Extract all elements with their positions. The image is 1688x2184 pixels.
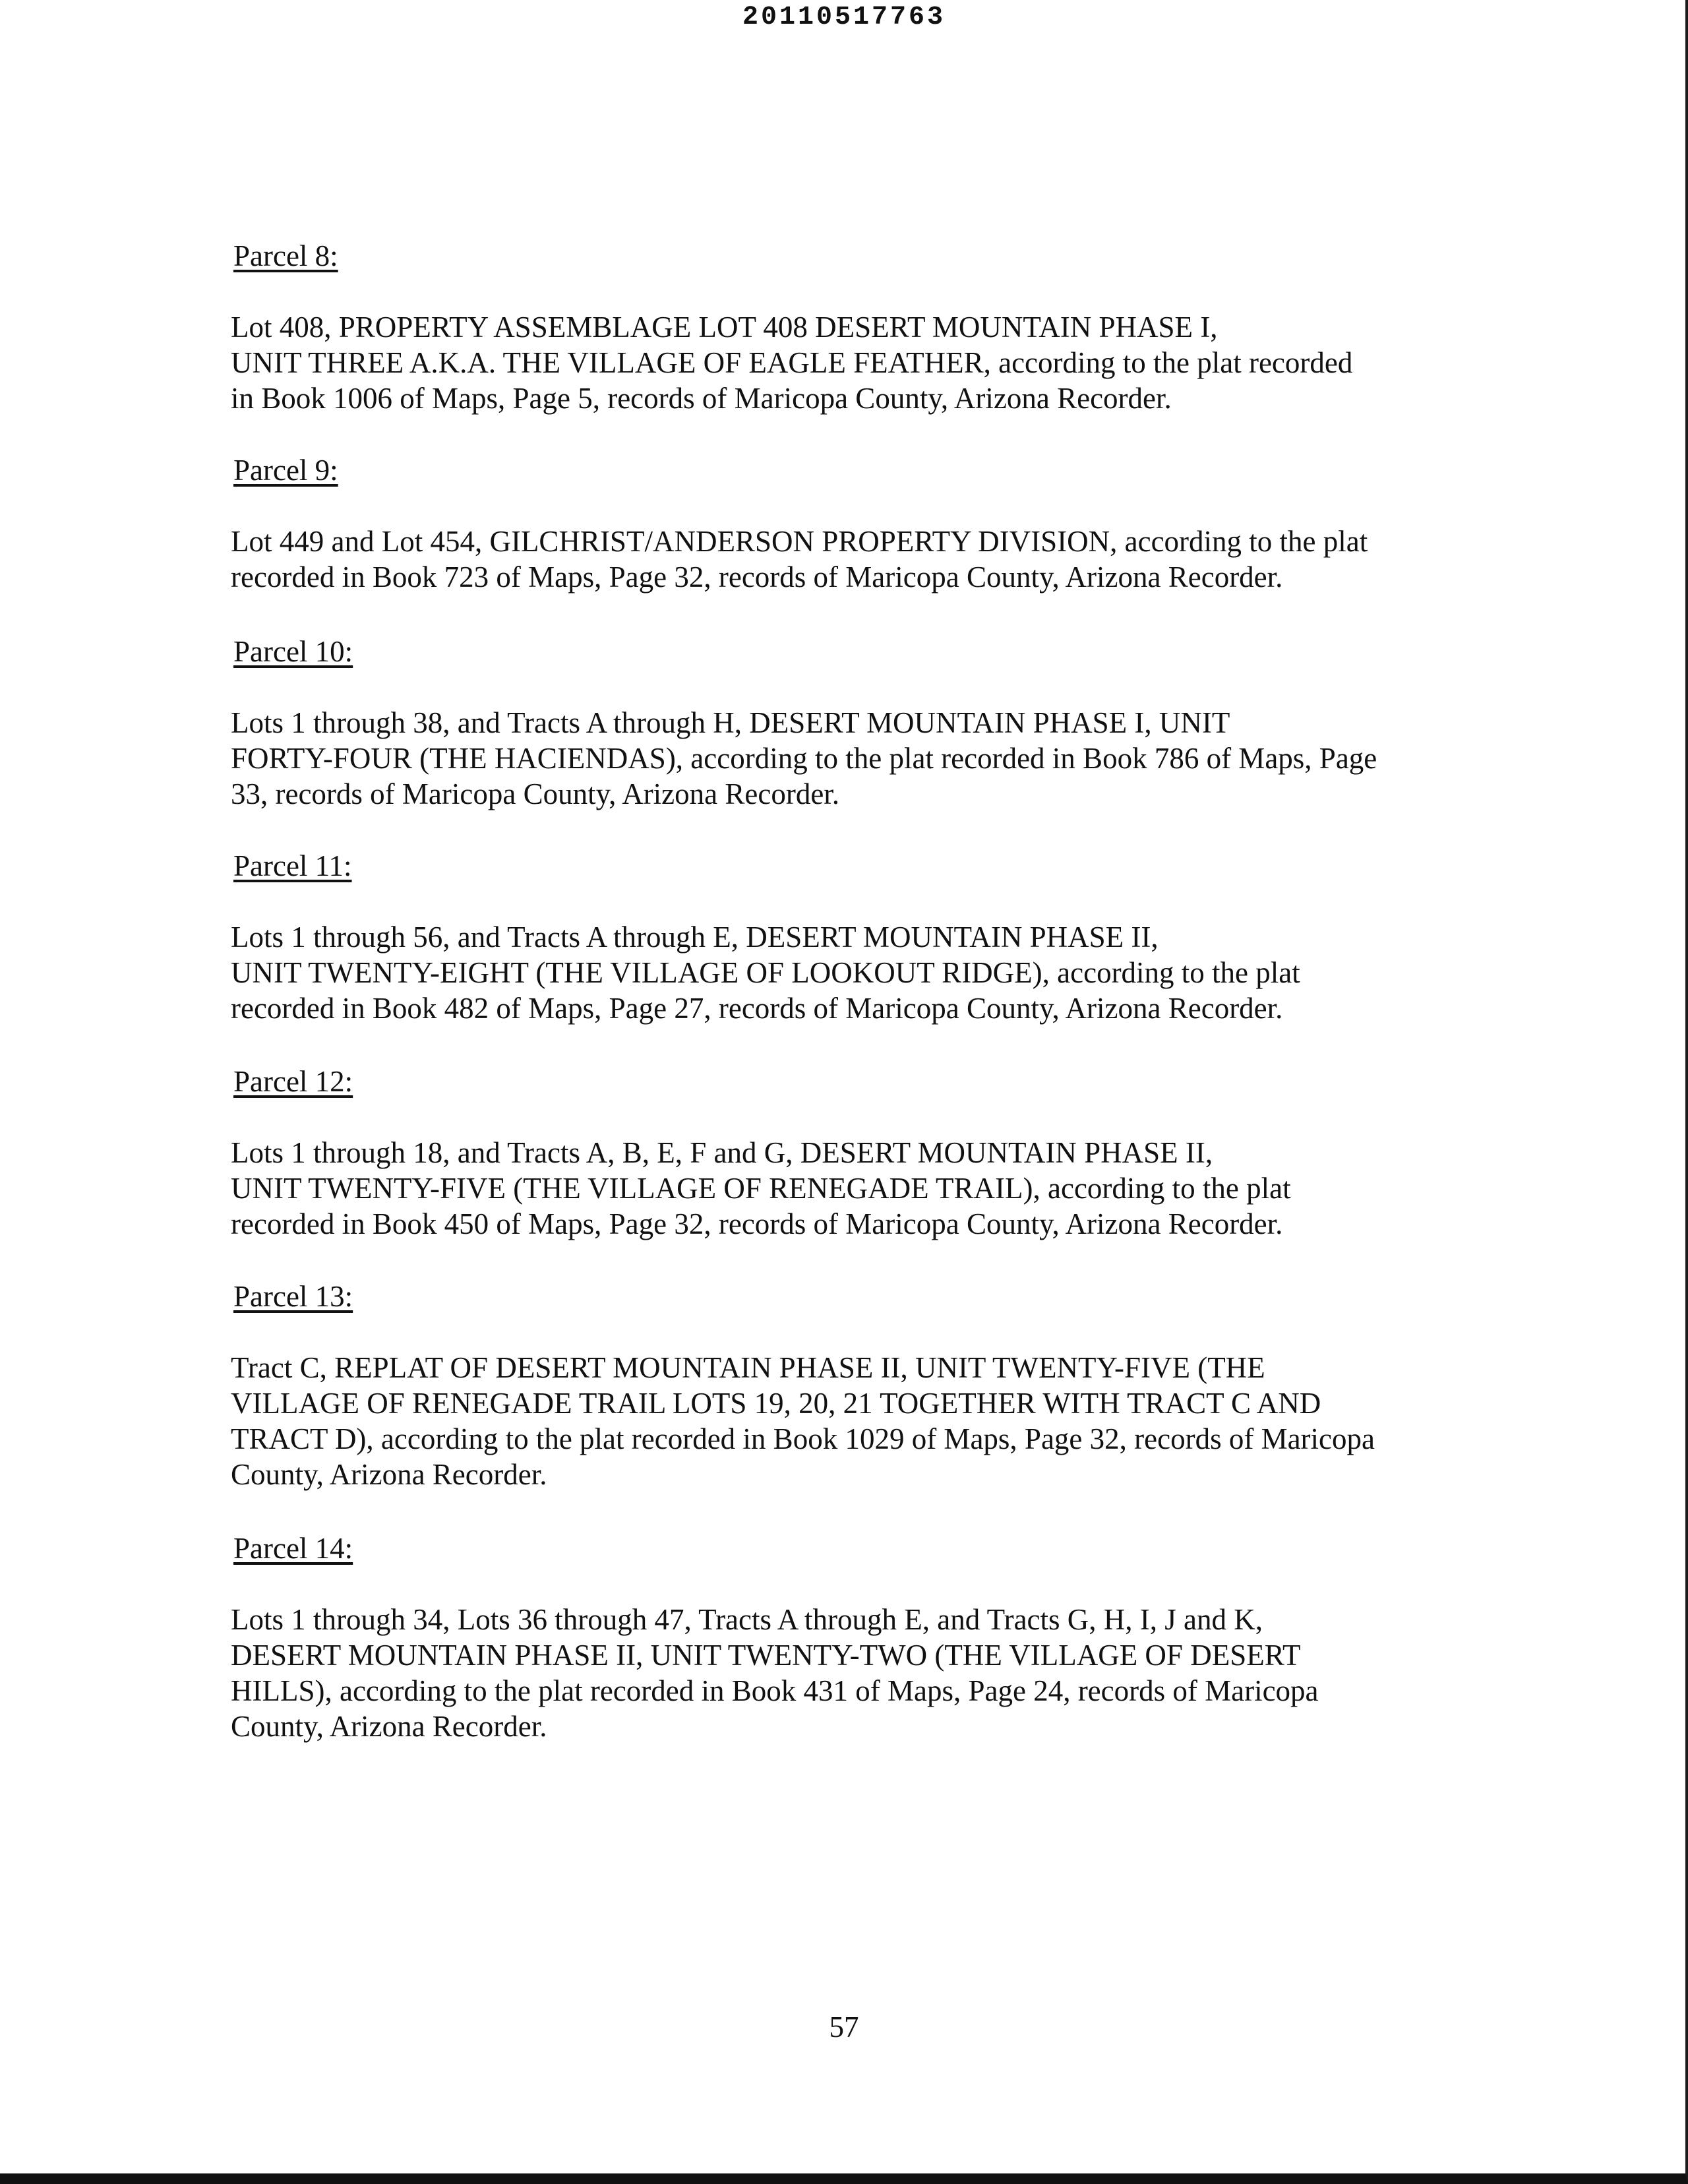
description-line: Lot 408, PROPERTY ASSEMBLAGE LOT 408 DESERT MOUNTAIN PHASE I, (231, 311, 1218, 344)
parcel-description (231, 1350, 1375, 1492)
description-line: UNIT TWENTY-EIGHT (THE VILLAGE OF LOOKOUT RIDGE), according to the plat (231, 956, 1300, 989)
page-number: 57 (829, 2011, 859, 2044)
parcel-heading: Parcel 10: (233, 635, 353, 668)
parcel-description (231, 309, 1352, 416)
parcel-heading: Parcel 11: (233, 849, 352, 882)
parcel-description (231, 919, 1300, 1026)
description-line: HILLS), according to the plat recorded in Book 431 of Maps, Page 24, records of Maricopa (231, 1674, 1319, 1707)
parcel-heading: Parcel 14: (233, 1532, 353, 1565)
description-line: recorded in Book 482 of Maps, Page 27, records of Maricopa County, Arizona Recorder. (231, 992, 1283, 1025)
description-line: County, Arizona Recorder. (231, 1458, 547, 1491)
parcel-description (231, 524, 1368, 595)
parcel-14 (231, 1530, 1319, 1744)
parcel-8 (231, 237, 1352, 416)
parcel-heading: Parcel 12: (233, 1065, 353, 1098)
description-line: TRACT D), according to the plat recorded in Book 1029 of Maps, Page 32, records of Maricopa (231, 1422, 1375, 1455)
description-line: Tract C, REPLAT OF DESERT MOUNTAIN PHASE II, UNIT TWENTY-FIVE (THE (231, 1351, 1265, 1384)
description-line: recorded in Book 723 of Maps, Page 32, records of Maricopa County, Arizona Recorder. (231, 561, 1283, 593)
parcel-9 (231, 452, 1368, 595)
description-line: Lots 1 through 56, and Tracts A through E, DESERT MOUNTAIN PHASE II, (231, 921, 1159, 954)
parcel-description (231, 1135, 1291, 1242)
parcel-description (231, 1602, 1319, 1744)
description-line: Lots 1 through 34, Lots 36 through 47, Tracts A through E, and Tracts G, H, I, J and K, (231, 1603, 1263, 1636)
description-line: in Book 1006 of Maps, Page 5, records of Maricopa County, Arizona Recorder. (231, 382, 1172, 415)
description-line: recorded in Book 450 of Maps, Page 32, records of Maricopa County, Arizona Recorder. (231, 1207, 1283, 1240)
description-line: Lots 1 through 38, and Tracts A through H, DESERT MOUNTAIN PHASE I, UNIT (231, 706, 1230, 739)
description-line: FORTY-FOUR (THE HACIENDAS), according to the plat recorded in Book 786 of Maps, Page (231, 742, 1377, 775)
description-line: DESERT MOUNTAIN PHASE II, UNIT TWENTY-TWO (THE VILLAGE OF DESERT (231, 1639, 1301, 1672)
parcel-12 (231, 1063, 1291, 1242)
parcel-11 (231, 847, 1300, 1026)
document-number: 20110517763 (742, 3, 946, 32)
description-line: UNIT TWENTY-FIVE (THE VILLAGE OF RENEGADE TRAIL), according to the plat (231, 1172, 1291, 1205)
description-line: VILLAGE OF RENEGADE TRAIL LOTS 19, 20, 21 TOGETHER WITH TRACT C AND (231, 1387, 1321, 1420)
parcel-description (231, 705, 1377, 812)
description-line: Lots 1 through 18, and Tracts A, B, E, F and G, DESERT MOUNTAIN PHASE II, (231, 1136, 1213, 1169)
parcel-13 (231, 1278, 1375, 1492)
parcel-heading: Parcel 13: (233, 1280, 353, 1313)
description-line: County, Arizona Recorder. (231, 1710, 547, 1743)
parcel-heading: Parcel 8: (233, 239, 338, 272)
description-line: 33, records of Maricopa County, Arizona Recorder. (231, 777, 840, 810)
parcel-heading: Parcel 9: (233, 454, 338, 487)
parcel-10 (231, 633, 1377, 812)
description-line: Lot 449 and Lot 454, GILCHRIST/ANDERSON PROPERTY DIVISION, according to the plat (231, 525, 1368, 558)
description-line: UNIT THREE A.K.A. THE VILLAGE OF EAGLE FEATHER, according to the plat recorded (231, 346, 1353, 379)
